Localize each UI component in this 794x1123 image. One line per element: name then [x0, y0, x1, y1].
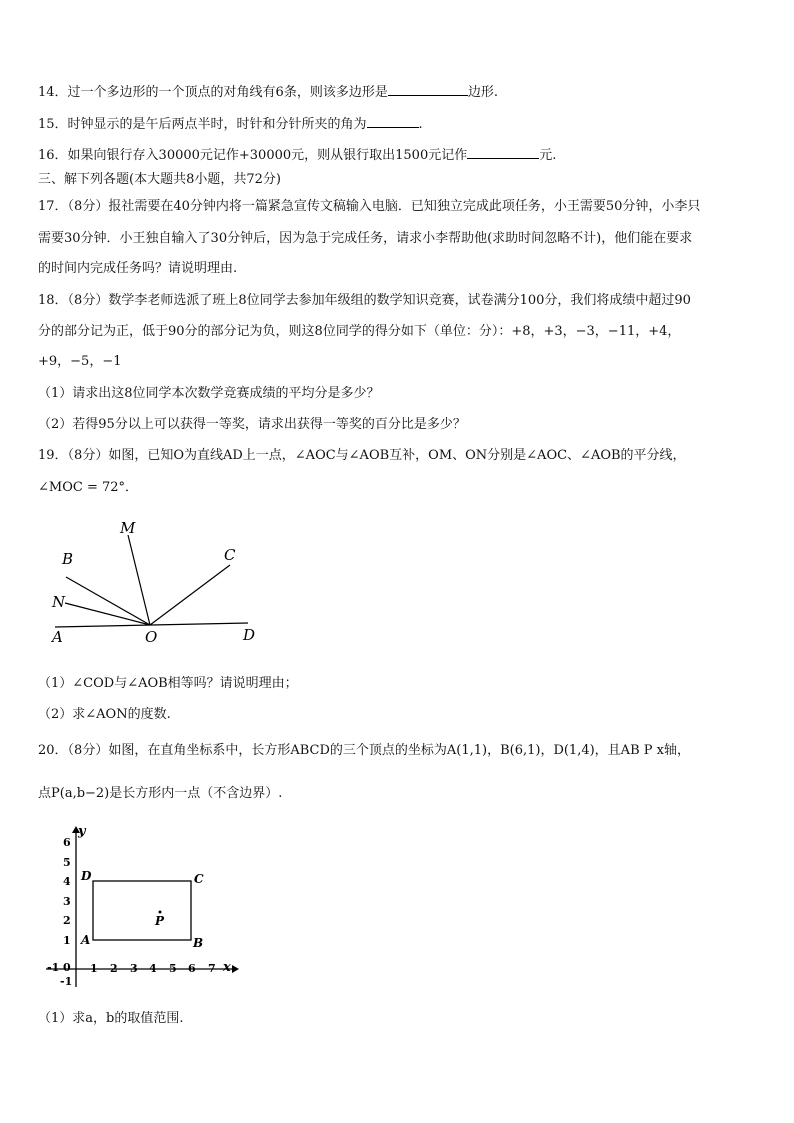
x-tick: 0 [63, 961, 71, 974]
ray-om [128, 535, 150, 625]
label-p: P [155, 914, 165, 928]
q17-line-2: 需要30分钟．小王独自输入了30分钟后，因为急于完成任务，请求小李帮助他(求助时间忽略不计)，他们能在要求 [38, 231, 693, 246]
label-a: A [52, 628, 63, 646]
x-tick: 2 [110, 962, 118, 975]
q18-line-1: 18．（8分）数学李老师选派了班上8位同学去参加年级组的数学知识竞赛，试卷满分100分，我们将成绩中超过90 [38, 293, 691, 308]
y-tick: 2 [63, 914, 71, 927]
question-16 [38, 146, 556, 165]
label-d: D [81, 869, 92, 883]
label-b: B [62, 550, 74, 568]
label-o: O [145, 628, 158, 646]
q20-line-1: 20．（8分）如图，在直角坐标系中，长方形ABCD的三个顶点的坐标为A(1,1)，B(6,1)，D(1,4)，且AB P x轴， [38, 743, 690, 758]
q19-sub-1: （1）∠COD与∠AOB相等吗？请说明理由； [38, 676, 298, 691]
q14-suffix: 边形. [467, 85, 498, 100]
label-d: D [243, 626, 256, 644]
q19-line-2: ∠MOC = 72°． [38, 480, 139, 495]
coordinate-diagram [40, 825, 240, 995]
ray-oc [150, 565, 230, 625]
q18-sub-2: （2）若得95分以上可以获得一等奖，请求出获得一等奖的百分比是多少？ [38, 417, 466, 432]
angle-diagram [40, 515, 270, 650]
x-tick: 3 [130, 962, 138, 975]
q15-text: 15．时钟显示的是午后两点半时，时针和分针所夹的角为 [38, 117, 367, 132]
rectangle-abcd [93, 881, 191, 940]
x-axis-arrow [232, 965, 239, 973]
q18-sub-1: （1）请求出这8位同学本次数学竞赛成绩的平均分是多少？ [38, 386, 380, 401]
q20-sub-1: （1）求a，b的取值范围. [38, 1011, 184, 1026]
q16-text: 16．如果向银行存入30000元记作+30000元，则从银行取出1500元记作 [38, 148, 468, 163]
x-tick: 6 [188, 962, 196, 975]
q16-answer-blank[interactable] [467, 146, 539, 159]
q17-line-1: 17．（8分）报社需要在40分钟内将一篇紧急宣传文稿输入电脑．已知独立完成此项任务，小王需要50分钟，小李只 [38, 199, 701, 214]
y-tick: 1 [63, 934, 71, 947]
section-heading: 三、解下列各题(本大题共8小题，共72分) [38, 172, 281, 187]
q15-suffix: . [418, 117, 423, 132]
label-c: C [224, 546, 236, 564]
y-tick: 3 [63, 895, 71, 908]
label-m: M [120, 519, 136, 537]
label-a: A [81, 933, 91, 947]
label-n: N [52, 593, 66, 611]
y-tick: 6 [63, 836, 71, 849]
y-tick: 5 [63, 856, 71, 869]
x-tick: 4 [149, 962, 157, 975]
x-axis-label: x [223, 960, 231, 975]
q20-line-2: 点P(a,b−2)是长方形内一点（不含边界）. [38, 786, 283, 801]
ray-ob [66, 577, 150, 625]
label-b: B [193, 936, 204, 950]
question-15 [38, 115, 423, 134]
x-tick: 5 [169, 962, 177, 975]
y-axis-label: y [78, 825, 86, 839]
label-c: C [194, 872, 204, 886]
q16-suffix: 元. [539, 148, 557, 163]
q18-line-3: +9，−5，−1 [38, 354, 122, 369]
q15-answer-blank[interactable] [367, 115, 419, 128]
q14-answer-blank[interactable] [388, 83, 468, 96]
question-14 [38, 83, 498, 102]
q17-line-3: 的时间内完成任务吗？请说明理由. [38, 261, 238, 276]
ray-on [65, 603, 150, 625]
q18-line-2: 分的部分记为正，低于90分的部分记为负，则这8位同学的得分如下（单位：分）：+8，+3，−3，−11，+4， [38, 324, 681, 339]
q19-line-1: 19．（8分）如图，已知O为直线AD上一点，∠AOC与∠AOB互补，OM、ON分别是∠AOC、∠AOB的平分线， [38, 448, 686, 463]
y-tick: -1 [60, 975, 73, 988]
x-tick: -1 [47, 961, 60, 974]
q14-text: 14．过一个多边形的一个顶点的对角线有6条，则该多边形是 [38, 85, 388, 100]
x-tick: 1 [90, 962, 98, 975]
q19-sub-2: （2）求∠AON的度数. [38, 707, 171, 722]
y-tick: 4 [63, 875, 71, 888]
x-tick: 7 [208, 962, 216, 975]
